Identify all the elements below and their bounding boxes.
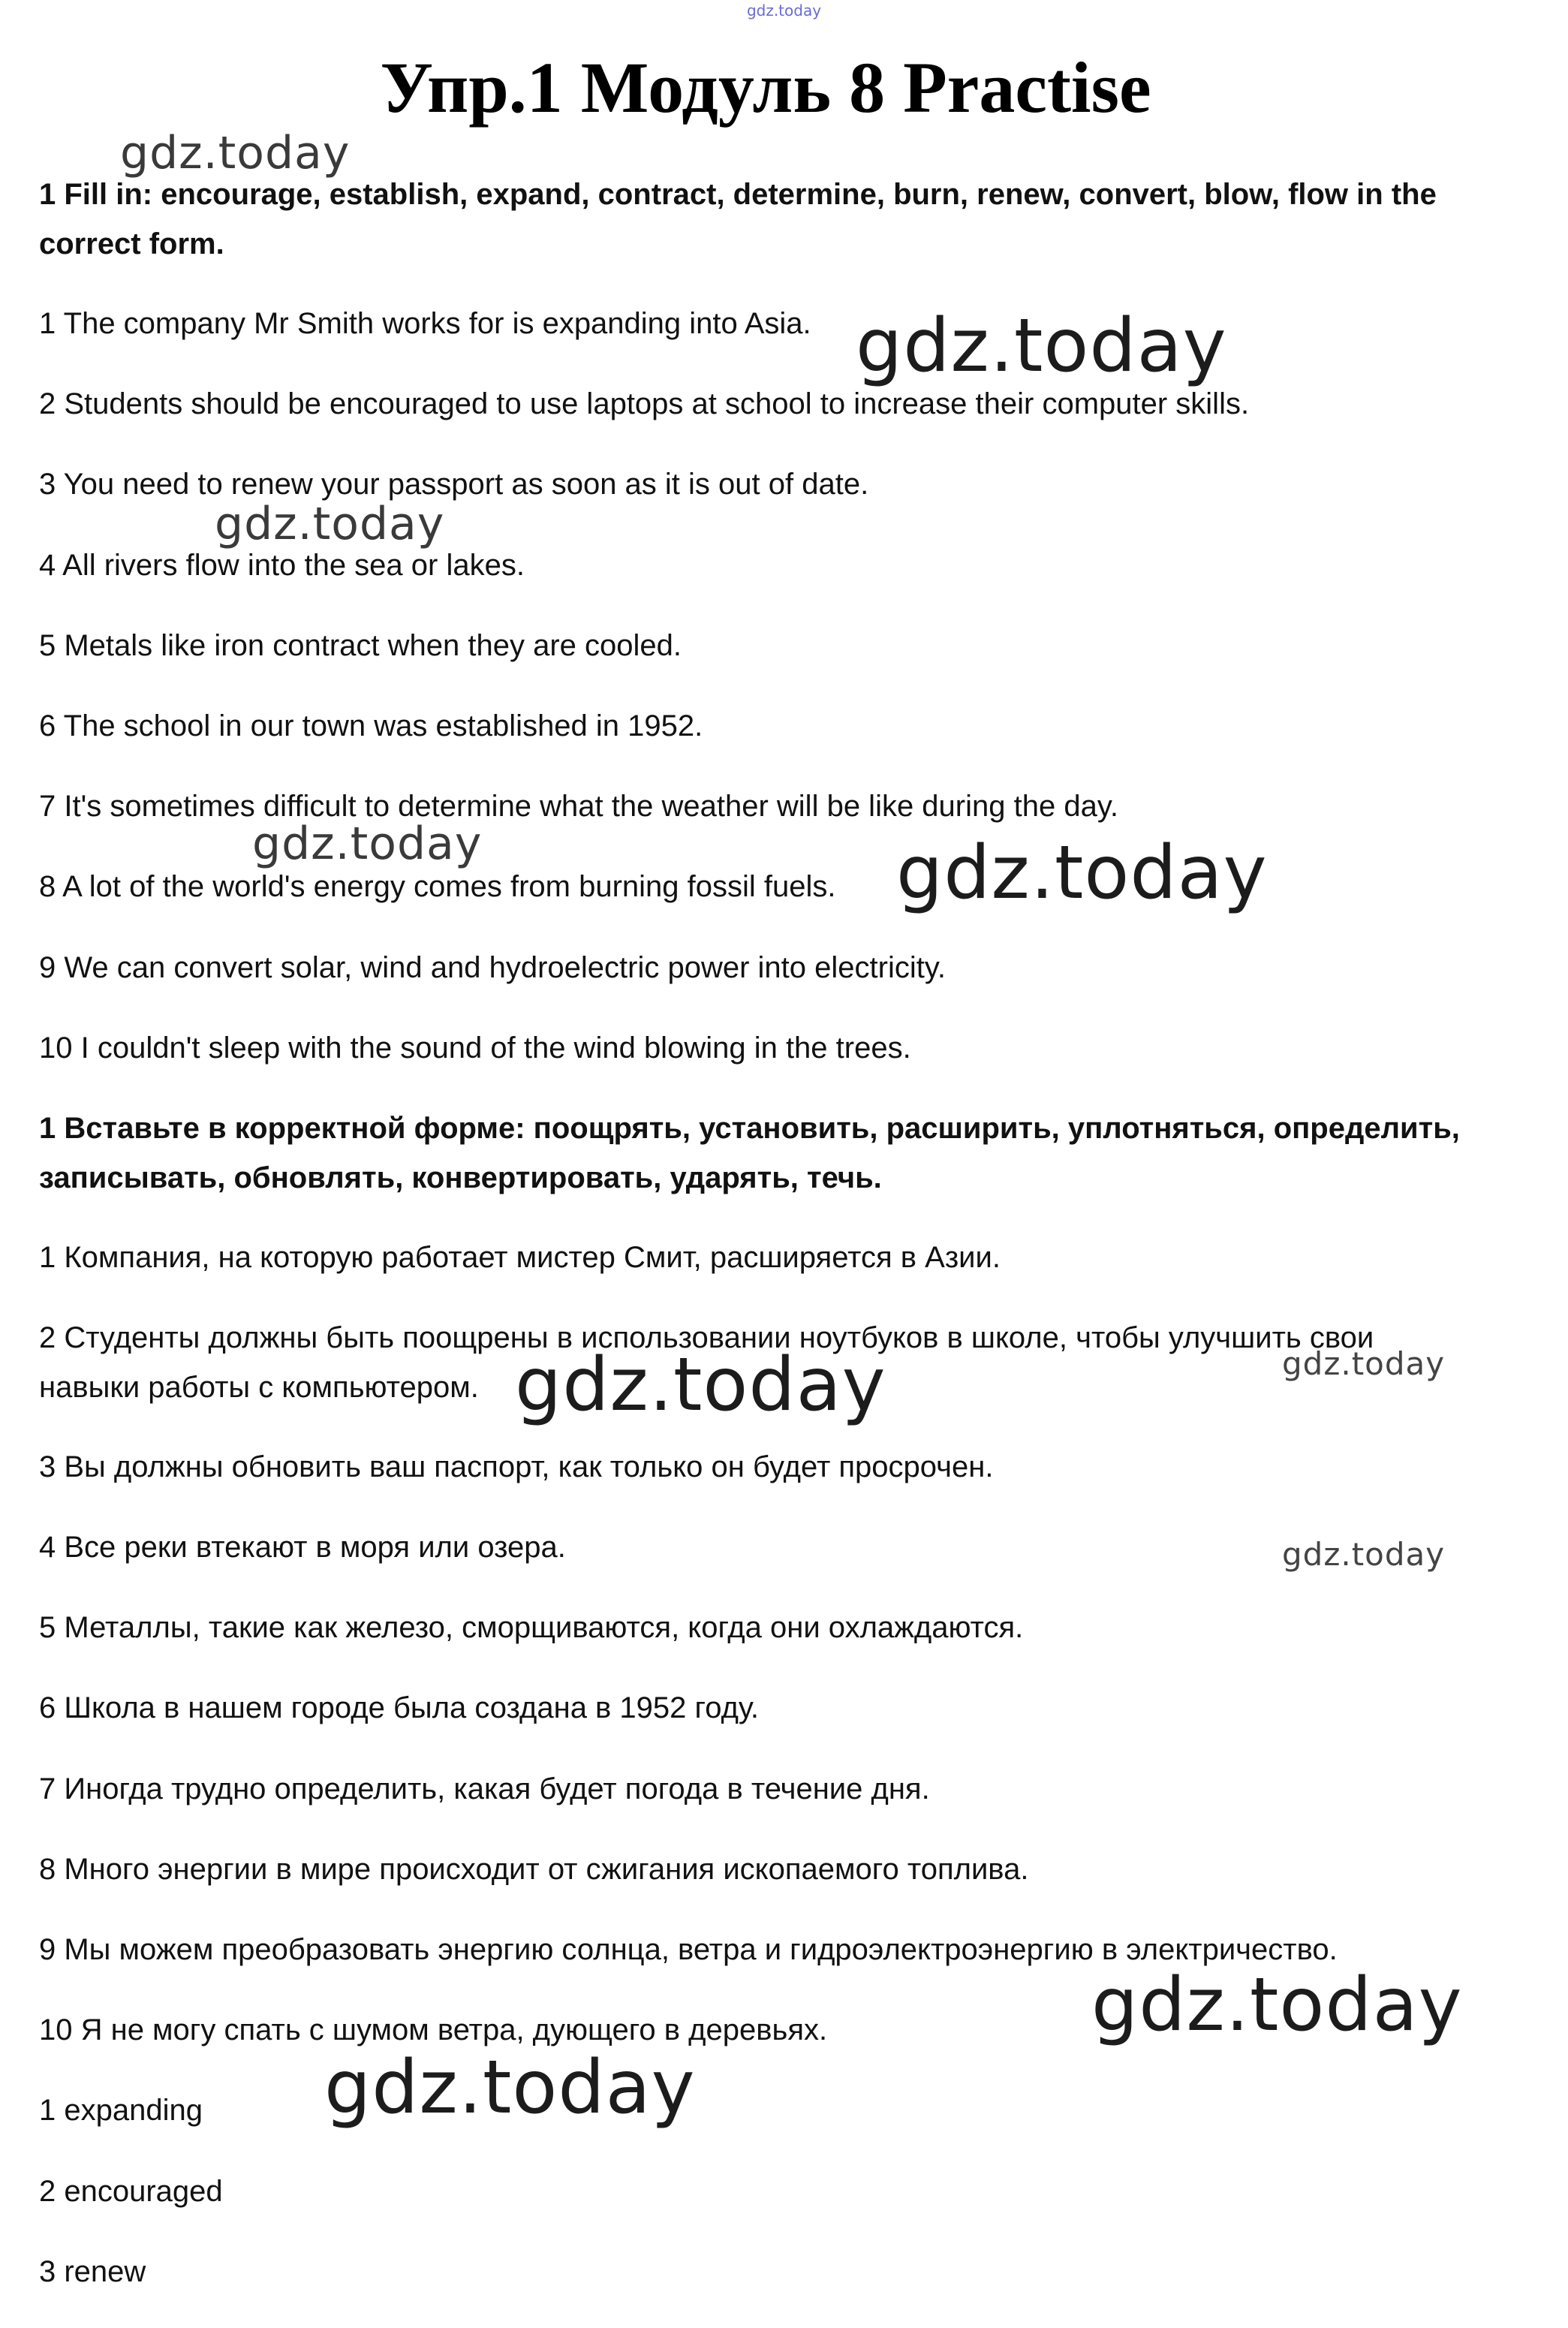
watermark: gdz.today [324, 2045, 696, 2131]
instruction-ru-line-1: 1 Вставьте в корректной форме: поощрять, установить, расширить, уплотняться, определить, [39, 1112, 1460, 1145]
sentence-ru-10: 10 Я не могу спать с шумом ветра, дующего в деревьях. [39, 2013, 828, 2046]
answer-1: 1 expanding [39, 2094, 203, 2127]
watermark: gdz.today [1282, 1536, 1446, 1573]
sentence-en-5: 5 Metals like iron contract when they are cooled. [39, 629, 682, 662]
sentence-en-10: 10 I couldn't sleep with the sound of the wind blowing in the trees. [39, 1031, 911, 1065]
watermark: gdz.today [896, 830, 1268, 916]
sentence-en-6: 6 The school in our town was established in 1952. [39, 709, 703, 742]
sentence-ru-2a: 2 Студенты должны быть поощрены в использовании ноутбуков в школе, чтобы улучшить свои [39, 1321, 1374, 1354]
sentence-ru-1: 1 Компания, на которую работает мистер Смит, расширяется в Азии. [39, 1241, 1001, 1274]
sentence-en-9: 9 We can convert solar, wind and hydroelectric power into electricity. [39, 951, 946, 984]
answer-2: 2 encouraged [39, 2175, 223, 2208]
watermark: gdz.today [1282, 1345, 1446, 1382]
sentence-en-2: 2 Students should be encouraged to use laptops at school to increase their computer skills. [39, 387, 1250, 420]
sentence-en-7: 7 It's sometimes difficult to determine what the weather will be like during the day. [39, 790, 1118, 823]
sentence-ru-4: 4 Все реки втекают в моря или озера. [39, 1531, 566, 1564]
instruction-en-line-2: correct form. [39, 227, 224, 261]
watermark: gdz.today [515, 1342, 886, 1428]
sentence-en-3: 3 You need to renew your passport as soon as it is out of date. [39, 468, 869, 501]
sentence-ru-8: 8 Много энергии в мире происходит от сжигания ископаемого топлива. [39, 1853, 1029, 1886]
sentence-ru-5: 5 Металлы, такие как железо, сморщиваются, когда они охлаждаются. [39, 1611, 1024, 1644]
watermark: gdz.today [856, 303, 1227, 389]
watermark: gdz.today [252, 818, 483, 870]
sentence-ru-2b: навыки работы с компьютером. [39, 1371, 479, 1404]
instruction-en-line-1: 1 Fill in: encourage, establish, expand, contract, determine, burn, renew, convert, blow, flow in the [39, 178, 1437, 211]
sentence-ru-6: 6 Школа в нашем городе была создана в 1952 году. [39, 1691, 760, 1724]
sentence-ru-7: 7 Иногда трудно определить, какая будет погода в течение дня. [39, 1772, 930, 1805]
watermark: gdz.today [1091, 1962, 1463, 2048]
watermark: gdz.today [120, 127, 351, 179]
sentence-en-4: 4 All rivers flow into the sea or lakes. [39, 549, 525, 582]
sentence-ru-3: 3 Вы должны обновить ваш паспорт, как только он будет просрочен. [39, 1450, 994, 1483]
watermark: gdz.today [215, 498, 445, 550]
page-title: Упр.1 Модуль 8 Practise [380, 47, 1151, 128]
sentence-ru-9: 9 Мы можем преобразовать энергию солнца, ветра и гидроэлектроэнергию в электричество. [39, 1933, 1338, 1966]
sentence-en-8: 8 A lot of the world's energy comes from burning fossil fuels. [39, 870, 836, 903]
site-mark: gdz.today [746, 2, 822, 20]
instruction-ru-line-2: записывать, обновлять, конвертировать, ударять, течь. [39, 1161, 882, 1194]
answer-3: 3 renew [39, 2255, 146, 2288]
sentence-en-1: 1 The company Mr Smith works for is expanding into Asia. [39, 307, 811, 340]
